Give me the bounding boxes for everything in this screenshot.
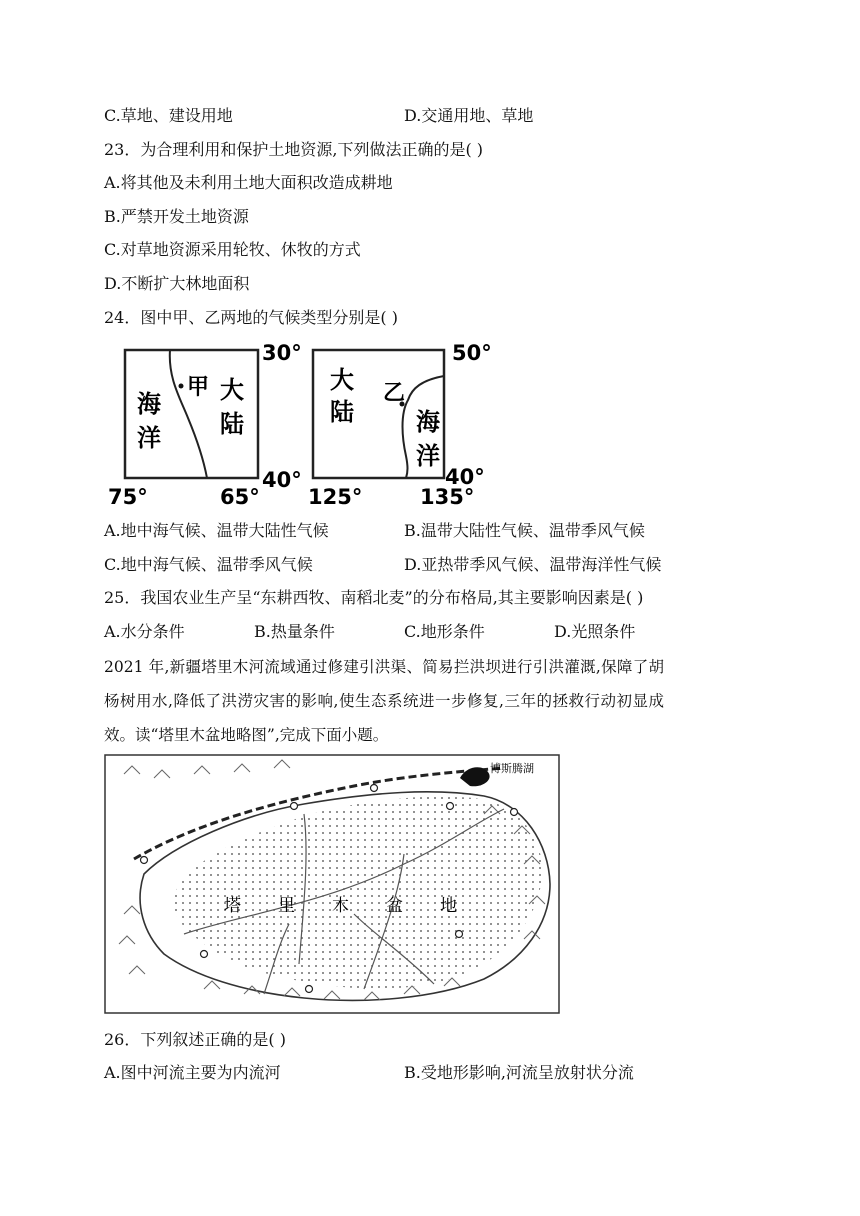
- map-right-lat-top: 50°: [452, 341, 492, 365]
- passage-text: 2021 年,新疆塔里木河流域通过修建引洪渠、简易拦洪坝进行引洪灌溉,保障了胡杨树用水,降低了洪涝灾害的影响,使生态系统进一步修复,三年的拯救行动初显成效。读“塔里木盆地略图”,完成下面小题。: [104, 658, 664, 744]
- q22-option-d: D.交通用地、草地: [404, 106, 534, 125]
- q25-stem: 25．我国农业生产呈“东耕西牧、南稻北麦”的分布格局,其主要影响因素是( ): [104, 588, 644, 607]
- q23-option-b: B.严禁开发土地资源: [104, 207, 249, 226]
- q24-option-b: B.温带大陆性气候、温带季风气候: [404, 521, 645, 540]
- q23-option-d: D.不断扩大林地面积: [104, 274, 250, 293]
- map-right: [308, 341, 492, 509]
- q25-option-a: A.水分条件: [104, 622, 185, 641]
- tarim-basin-label: 塔 里 木 盆 地: [224, 896, 458, 916]
- map-left-land-2: 陆: [220, 410, 244, 438]
- map-left-lat-bottom: 40°: [262, 468, 302, 492]
- map-right-lat-bottom: 40°: [445, 465, 485, 489]
- q25-option-c: C.地形条件: [404, 622, 485, 641]
- map-right-sea-1: 海: [416, 408, 440, 436]
- q24-option-d: D.亚热带季风气候、温带海洋性气候: [404, 555, 662, 574]
- q24-option-a: A.地中海气候、温带大陆性气候: [104, 521, 329, 540]
- map-right-lon-left: 125°: [308, 485, 363, 509]
- q23-option-c: C.对草地资源采用轮牧、休牧的方式: [104, 240, 361, 259]
- map-left-sea-1: 海: [137, 390, 161, 418]
- q24-climate-maps: [100, 338, 520, 514]
- map-right-land-1: 大: [330, 366, 354, 394]
- q26-option-a: A.图中河流主要为内流河: [104, 1063, 281, 1082]
- map-left-point-jia: 甲: [187, 375, 210, 400]
- q25-option-b: B.热量条件: [254, 622, 335, 641]
- tarim-basin-map: [104, 754, 560, 1014]
- bosten-lake-label: 博斯腾湖: [490, 762, 534, 775]
- q26-option-b: B.受地形影响,河流呈放射状分流: [404, 1063, 634, 1082]
- q26-stem: 26．下列叙述正确的是( ): [104, 1030, 286, 1049]
- q24-stem: 24．图中甲、乙两地的气候类型分别是( ): [104, 308, 398, 327]
- map-left-lon-right: 65°: [220, 485, 260, 509]
- map-right-lon-right: 135°: [420, 485, 475, 509]
- q22-option-c: C.草地、建设用地: [104, 106, 233, 125]
- map-left-sea-2: 洋: [137, 424, 161, 452]
- map-right-sea-2: 洋: [416, 442, 440, 470]
- map-right-point-yi: 乙: [383, 381, 406, 406]
- map-left: [108, 341, 302, 509]
- map-right-land-2: 陆: [330, 398, 354, 426]
- map-left-lat-top: 30°: [262, 341, 302, 365]
- map-left-land-1: 大: [220, 376, 244, 404]
- q23-stem: 23．为合理利用和保护土地资源,下列做法正确的是( ): [104, 140, 484, 159]
- map-left-lon-left: 75°: [108, 485, 148, 509]
- q23-option-a: A.将其他及未利用土地大面积改造成耕地: [104, 173, 393, 192]
- q24-option-c: C.地中海气候、温带季风气候: [104, 555, 313, 574]
- q25-option-d: D.光照条件: [554, 622, 636, 641]
